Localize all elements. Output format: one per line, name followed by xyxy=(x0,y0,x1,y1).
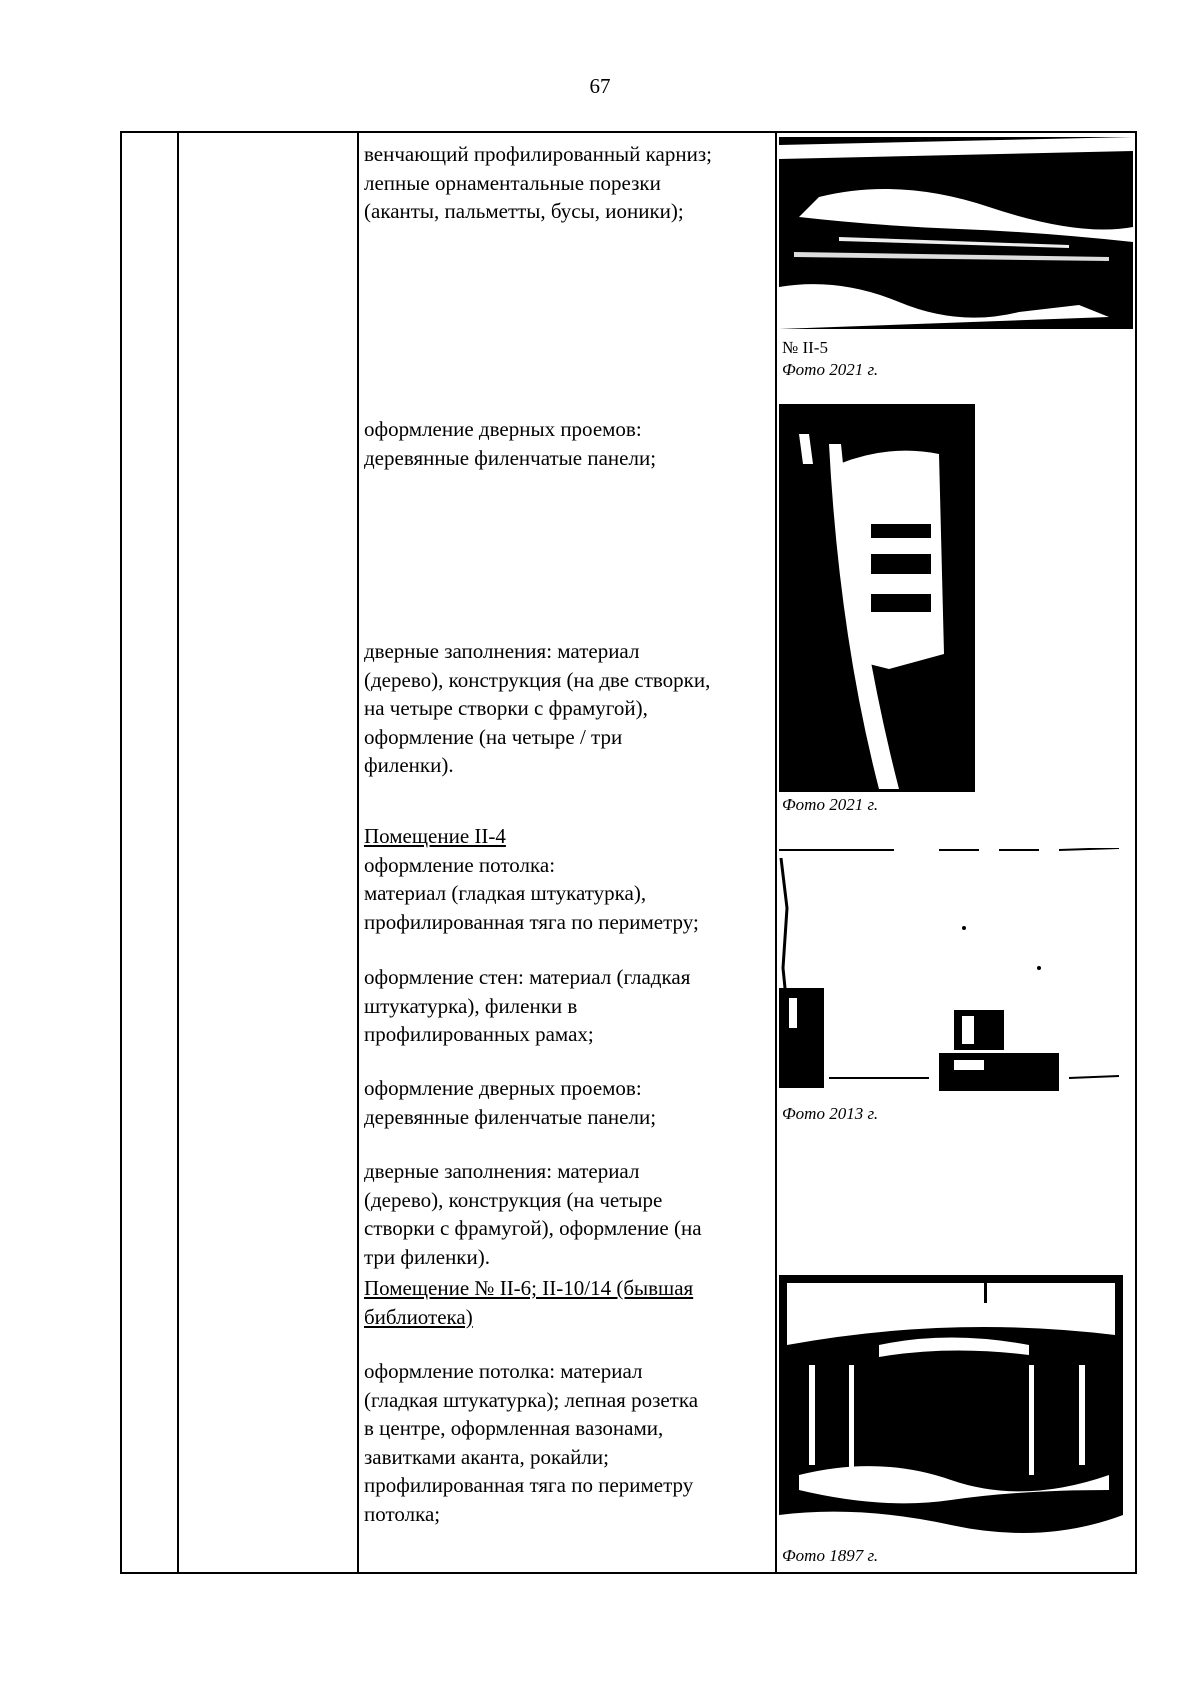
table-left-border xyxy=(120,131,122,1574)
page-number: 67 xyxy=(589,74,611,98)
photo-caption-2: Фото 2021 г. xyxy=(782,795,879,814)
column-divider-1 xyxy=(177,131,179,1574)
cornice-photo xyxy=(779,137,1133,329)
library-ceiling-description: оформление потолка: материал (гладкая штукатурка); лепная розетка в центре, оформленная вазонами, завитками аканта, рокайли; профилированная тяга по периметру потолка; xyxy=(364,1359,699,1526)
library-photo xyxy=(779,1275,1123,1539)
room-photo xyxy=(779,848,1131,1102)
table-bottom-border xyxy=(120,1572,1137,1574)
table-top-border xyxy=(120,131,1137,133)
room-ii-6-heading: Помещение № II-6; II-10/14 (бывшая библиотека) xyxy=(364,1276,694,1329)
photo-caption-3: Фото 2013 г. xyxy=(782,1104,879,1123)
walls-description: оформление стен: материал (гладкая штукатурка), филенки в профилированных рамах; xyxy=(364,965,691,1046)
door-fillings-description-2: дверные заполнения: материал (дерево), конструкция (на четыре створки с фрамугой), оформление (на три филенки). xyxy=(364,1159,702,1269)
photo-caption-4: Фото 1897 г. xyxy=(782,1546,879,1565)
room-ii-4-ceiling-description: Помещение II-4 оформление потолка: материал (гладкая штукатурка), профилированная тяга по периметру; xyxy=(364,822,774,936)
door-openings-description: оформление дверных проемов: деревянные филенчатые панели; xyxy=(364,417,657,470)
table-right-border xyxy=(1135,131,1137,1574)
door-openings-description-2: оформление дверных проемов: деревянные филенчатые панели; xyxy=(364,1076,657,1129)
cornice-description: венчающий профилированный карниз; лепные орнаментальные порезки (аканты, пальметты, бусы, ионики); xyxy=(364,142,712,223)
photo-caption-1: № II-5 Фото 2021 г. xyxy=(782,338,879,379)
room-heading: Помещение II-4 xyxy=(364,824,506,848)
door-fillings-description: дверные заполнения: материал (дерево), конструкция (на две створки, на четыре створки с фрамугой), оформление (на четыре / три филенки). xyxy=(364,639,711,777)
door-photo xyxy=(779,404,975,792)
column-divider-2 xyxy=(357,131,359,1574)
column-divider-3 xyxy=(775,131,777,1574)
